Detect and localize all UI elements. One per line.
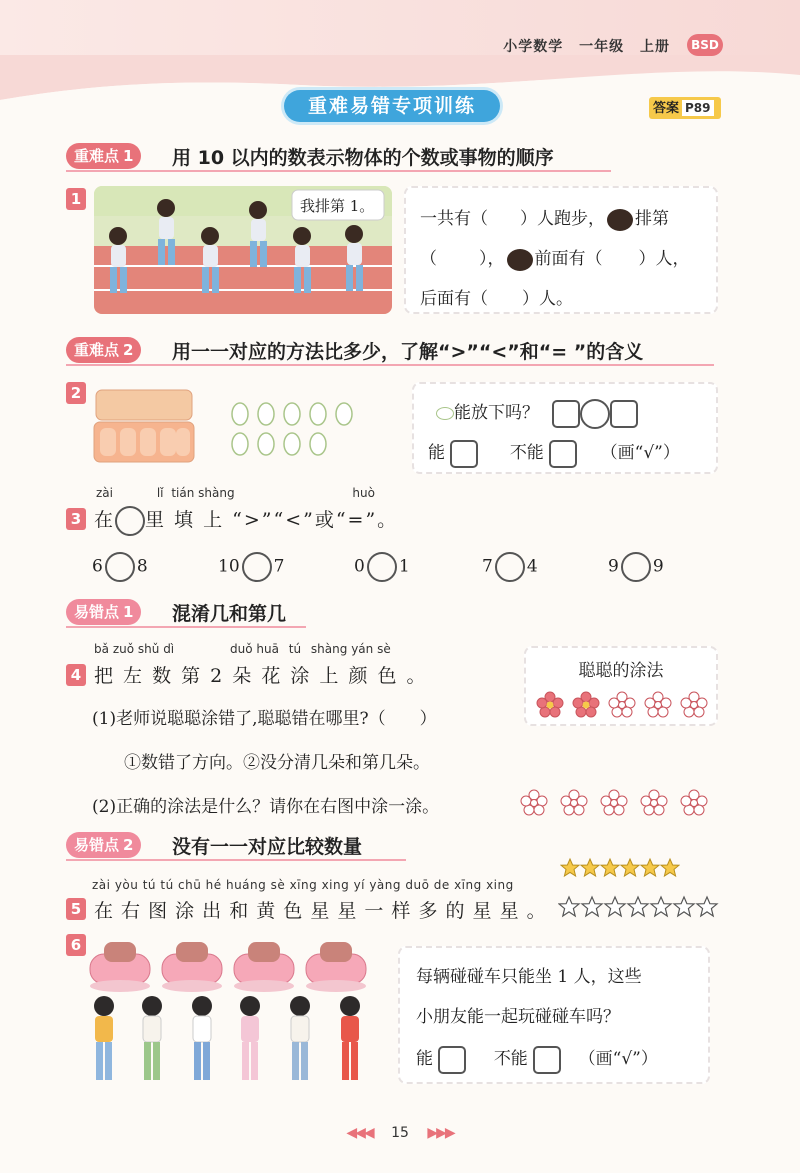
choice-yes-label: 能 bbox=[428, 443, 445, 463]
section-title-3: 混淆几和第几 bbox=[172, 603, 287, 625]
choice-yes-label: 能 bbox=[416, 1049, 433, 1069]
pinyin: tú bbox=[142, 878, 157, 892]
pinyin-row bbox=[92, 878, 514, 892]
pinyin: xīng bbox=[289, 878, 318, 892]
compare-item bbox=[608, 552, 664, 582]
q3-instruction bbox=[94, 505, 398, 536]
q1-text: ）人跑步， bbox=[520, 209, 605, 229]
header-volume: 上册 bbox=[640, 39, 670, 55]
section-tag-label: 易错点 bbox=[74, 836, 120, 854]
compare-left: 9 bbox=[608, 556, 619, 577]
pinyin: huáng bbox=[225, 878, 267, 892]
q6-answer-box bbox=[398, 946, 710, 1084]
q4-options: ①数错了方向。②没分清几朵和第几朵。 bbox=[124, 753, 430, 773]
section-underline bbox=[66, 859, 406, 861]
q4-sub2: (2)正确的涂法是什么？请你在右图中涂一涂。 bbox=[92, 797, 440, 817]
pinyin-row bbox=[96, 486, 375, 500]
section-tag-num: 1 bbox=[123, 603, 134, 621]
left-arrows-icon: ◀◀◀ bbox=[346, 1125, 373, 1141]
eggs-image bbox=[228, 400, 358, 460]
q1-text: ）， bbox=[479, 249, 505, 269]
section-underline bbox=[66, 170, 611, 172]
example-title: 聪聪的涂法 bbox=[578, 661, 664, 681]
pinyin: hé bbox=[205, 878, 222, 892]
edition-badge: BSD bbox=[687, 34, 723, 56]
answer-label: 答案 bbox=[653, 101, 680, 116]
q1-line1 bbox=[420, 204, 669, 231]
answer-page: P89 bbox=[682, 100, 714, 116]
header-subject: 小学数学 bbox=[503, 39, 564, 55]
section-tag-label: 易错点 bbox=[74, 603, 120, 621]
check-hint: （画“√”） bbox=[578, 1049, 658, 1069]
compare-circle[interactable] bbox=[621, 552, 651, 582]
section-underline bbox=[66, 626, 306, 628]
pinyin: huā bbox=[256, 642, 279, 656]
compare-circle[interactable] bbox=[242, 552, 272, 582]
q1-text: 一共有（ bbox=[420, 209, 488, 229]
compare-circle[interactable] bbox=[105, 552, 135, 582]
checkbox-yes[interactable] bbox=[438, 1046, 466, 1074]
compare-left: 6 bbox=[92, 556, 103, 577]
section-title-2: 用一一对应的方法比多少，了解“>”“<”和“= ”的含义 bbox=[172, 341, 644, 363]
pinyin: dì bbox=[163, 642, 175, 656]
pinyin: yàng bbox=[369, 878, 402, 892]
compare-item bbox=[354, 552, 410, 582]
section-tag-2 bbox=[66, 337, 141, 363]
q2-choice-line bbox=[428, 438, 680, 468]
q6-choice-line bbox=[416, 1044, 658, 1074]
blank-stars-to-color[interactable] bbox=[558, 894, 722, 920]
q4-instruction: 把 左 数 第 2 朵 花 涂 上 颜 色 。 bbox=[94, 665, 428, 687]
q4-example-box bbox=[524, 646, 718, 726]
right-arrows-icon: ▶▶▶ bbox=[427, 1125, 454, 1141]
bumper-cars-and-kids-image bbox=[86, 936, 376, 1086]
pinyin: de bbox=[433, 878, 450, 892]
compare-left: 7 bbox=[482, 556, 493, 577]
page-number: 15 bbox=[391, 1125, 409, 1141]
q2-question: 能放下吗？ bbox=[454, 403, 539, 423]
running-illustration bbox=[94, 186, 392, 314]
girl-face-icon bbox=[607, 209, 633, 231]
section-tag-num: 2 bbox=[123, 836, 134, 854]
q3-text: 里 填 上 “>”“<”或“=”。 bbox=[145, 509, 399, 531]
section-tag-num: 1 bbox=[123, 147, 134, 165]
q3-text: 在 bbox=[94, 509, 116, 531]
compare-circle[interactable] bbox=[495, 552, 525, 582]
pinyin: duō bbox=[405, 878, 430, 892]
answer-badge bbox=[649, 97, 721, 119]
flowers-to-color[interactable] bbox=[512, 786, 722, 820]
question-number: 5 bbox=[66, 898, 86, 920]
q1-line3: 后面有（ ）人。 bbox=[420, 289, 573, 309]
compare-right: 7 bbox=[273, 556, 285, 577]
pinyin: bǎ bbox=[94, 642, 109, 656]
q1-text: 排第 bbox=[635, 209, 669, 229]
q2-answer-box bbox=[412, 382, 718, 474]
compare-left: 0 bbox=[354, 556, 365, 577]
q4-sub1: (1)老师说聪聪涂错了,聪聪错在哪里?（ ） bbox=[92, 709, 437, 729]
question-number: 3 bbox=[66, 508, 86, 530]
compare-left: 10 bbox=[218, 556, 240, 577]
pinyin: zuǒ bbox=[112, 642, 135, 656]
section-tag-label: 重难点 bbox=[74, 341, 120, 359]
answer-square[interactable] bbox=[610, 400, 638, 428]
checkbox-no[interactable] bbox=[533, 1046, 561, 1074]
pinyin: sè bbox=[377, 642, 391, 656]
checkbox-no[interactable] bbox=[549, 440, 577, 468]
question-number: 6 bbox=[66, 934, 86, 956]
q1-line2 bbox=[420, 244, 690, 271]
q6-line1: 每辆碰碰车只能坐 1 人，这些 bbox=[416, 967, 642, 987]
compare-right: 4 bbox=[526, 556, 538, 577]
pinyin-row bbox=[94, 642, 391, 656]
choice-no-label: 不能 bbox=[493, 1049, 528, 1069]
compare-item bbox=[92, 552, 148, 582]
page-title: 重难易错专项训练 bbox=[284, 90, 500, 122]
answer-square[interactable] bbox=[552, 400, 580, 428]
pinyin: chū bbox=[178, 878, 202, 892]
question-number: 2 bbox=[66, 382, 86, 404]
pinyin: shǔ bbox=[137, 642, 160, 656]
pinyin: shàng bbox=[310, 642, 348, 656]
pinyin: xing bbox=[486, 878, 514, 892]
section-title-1: 用 10 以内的数表示物体的个数或事物的顺序 bbox=[172, 147, 554, 169]
pinyin: duǒ bbox=[229, 642, 253, 656]
checkbox-yes[interactable] bbox=[450, 440, 478, 468]
yellow-stars bbox=[560, 856, 680, 880]
pinyin: yán bbox=[351, 642, 374, 656]
answer-circle[interactable] bbox=[580, 399, 610, 429]
pinyin: xīng bbox=[454, 878, 482, 892]
pinyin: sè bbox=[270, 878, 286, 892]
q1-text: （ bbox=[420, 249, 437, 269]
pinyin: tú bbox=[288, 642, 302, 656]
pinyin: tú bbox=[160, 878, 174, 892]
section-tag-3 bbox=[66, 599, 141, 625]
speech-bubble: 我排第 1。 bbox=[300, 197, 375, 215]
pinyin: zài bbox=[92, 878, 111, 892]
girl-face-icon bbox=[507, 249, 533, 271]
page-footer bbox=[0, 1125, 800, 1141]
example-flowers bbox=[532, 688, 712, 722]
pinyin: yí bbox=[353, 878, 365, 892]
section-tag-num: 2 bbox=[123, 341, 134, 359]
q2-question-line bbox=[436, 398, 638, 429]
circle-icon bbox=[115, 506, 145, 536]
pinyin: xing bbox=[321, 878, 350, 892]
pinyin: huò bbox=[352, 486, 375, 500]
question-number: 1 bbox=[66, 188, 86, 210]
compare-circle[interactable] bbox=[367, 552, 397, 582]
compare-right: 8 bbox=[136, 556, 148, 577]
section-underline bbox=[66, 364, 714, 366]
pinyin: lǐ bbox=[156, 486, 164, 500]
q5-instruction: 在 右 图 涂 出 和 黄 色 星 星 一 样 多 的 星 星 。 bbox=[94, 900, 547, 922]
compare-right: 9 bbox=[652, 556, 664, 577]
section-tag-1 bbox=[66, 143, 141, 169]
header-grade: 一年级 bbox=[579, 39, 625, 55]
q6-line2: 小朋友能一起玩碰碰车吗？ bbox=[416, 1007, 620, 1027]
pinyin: yòu bbox=[114, 878, 139, 892]
header-info bbox=[493, 36, 670, 56]
section-tag-label: 重难点 bbox=[74, 147, 120, 165]
pinyin: zài bbox=[96, 486, 113, 500]
check-hint: （画“√”） bbox=[600, 443, 680, 463]
question-number: 4 bbox=[66, 664, 86, 686]
compare-item bbox=[482, 552, 538, 582]
section-title-4: 没有一一对应比较数量 bbox=[172, 836, 363, 858]
q1-text: ）人， bbox=[638, 249, 690, 269]
egg-carton-image bbox=[92, 388, 196, 466]
choice-no-label: 不能 bbox=[509, 443, 544, 463]
compare-item bbox=[218, 552, 284, 582]
section-tag-4 bbox=[66, 832, 141, 858]
compare-right: 1 bbox=[398, 556, 410, 577]
pinyin: tián bbox=[171, 486, 195, 500]
q1-answer-box bbox=[404, 186, 718, 314]
q1-text: 前面有（ bbox=[534, 249, 603, 269]
pinyin: shàng bbox=[198, 486, 235, 500]
egg-icon bbox=[436, 407, 454, 420]
